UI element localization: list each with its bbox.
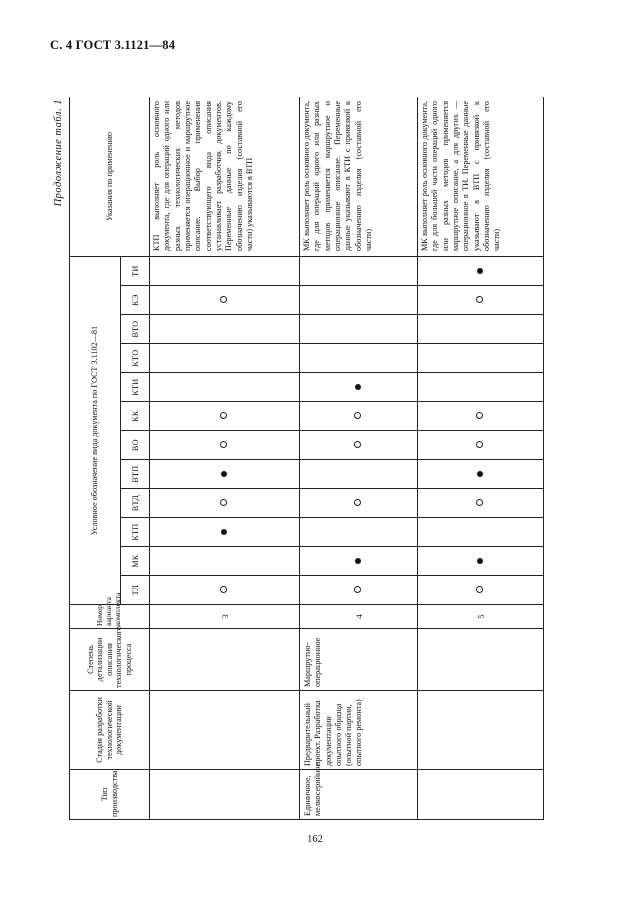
filled-dot-icon — [477, 558, 483, 564]
continuation-caption — [51, 97, 67, 820]
cell-instruction: МК выполняет роль основного документа, где для большей части операций одного или разных методов применяется маршрутное описание, а для других — операционное в ТИ. Переменные данные указывают в ВТП с привязкой к обозначению изделия (составной его части) — [418, 97, 544, 256]
mark-cell — [300, 256, 418, 285]
main-table — [69, 97, 544, 820]
continuation-caption-text: Продолжение табл. 1 — [53, 99, 64, 207]
mark-cell — [150, 344, 300, 373]
mark-cell — [150, 286, 300, 315]
cell-detail-level: Маршрутно-операционное — [300, 629, 418, 691]
mark-cell — [300, 489, 418, 518]
cell-production-type — [150, 770, 300, 820]
header-variant: Номер варианта комплекта — [70, 605, 150, 629]
rotated-table-area — [51, 97, 621, 820]
mark-cell — [150, 256, 300, 285]
hollow-circle-icon — [354, 500, 361, 507]
hollow-circle-icon — [220, 500, 227, 507]
mark-cell — [300, 373, 418, 402]
header-production-type: Тип производства — [70, 770, 150, 820]
cell-production-type — [418, 770, 544, 820]
code-ke: КЭ — [121, 286, 150, 315]
hollow-circle-icon — [220, 297, 227, 304]
page-header: С. 4 ГОСТ 3.1121—84 — [50, 38, 176, 52]
code-ti: ТИ — [121, 256, 150, 285]
mark-cell — [300, 315, 418, 344]
header-doc-type-group: Условное обозначение вида документа по ГОСТ 3.1102—81 — [70, 256, 121, 604]
mark-cell — [150, 315, 300, 344]
mark-cell — [150, 431, 300, 460]
cell-dev-stage: Предварительный проект. Разработка документации опытного образца (опытной партии, опытного ремонта) — [300, 691, 418, 770]
filled-dot-icon — [221, 471, 227, 477]
mark-cell — [150, 576, 300, 605]
hollow-circle-icon — [476, 297, 483, 304]
code-ktp: КТП — [121, 518, 150, 547]
cell-instruction: МК выполняет роль основного документа, где для операций одного или разных методов применяется маршрутное и операционное описание. Переменные данные указывают в КТИ с привязкой к обозначению изделия (составной его части) — [300, 97, 418, 256]
cell-variant: 3 — [150, 605, 300, 629]
code-kk: КК — [121, 402, 150, 431]
header-instructions: Указания по применению — [70, 97, 150, 256]
hollow-circle-icon — [476, 413, 483, 420]
mark-cell — [300, 431, 418, 460]
mark-cell — [300, 402, 418, 431]
code-mk: МК — [121, 547, 150, 576]
mark-cell — [300, 286, 418, 315]
mark-cell — [300, 460, 418, 489]
hollow-circle-icon — [220, 587, 227, 594]
mark-cell — [150, 547, 300, 576]
filled-dot-icon — [477, 471, 483, 477]
hollow-circle-icon — [476, 442, 483, 449]
mark-cell — [150, 402, 300, 431]
mark-cell — [418, 460, 544, 489]
code-tl: ТЛ — [121, 576, 150, 605]
filled-dot-icon — [355, 384, 361, 390]
cell-variant: 5 — [418, 605, 544, 629]
mark-cell — [150, 373, 300, 402]
mark-cell — [418, 431, 544, 460]
hollow-circle-icon — [354, 587, 361, 594]
cell-instruction: КТП выполняет роль основного документа, где для операций одного или разных технологических методов применяется операционное и маршрутное описание. Выбор применения соответствующего вида описания устанавливает разработчик документов. Переменные данные по каждому обозначению изделия (составной его части) указываются в ВТП — [150, 97, 300, 256]
mark-cell — [418, 576, 544, 605]
mark-cell — [300, 344, 418, 373]
code-vto: ВТО — [121, 315, 150, 344]
cell-dev-stage — [150, 691, 300, 770]
hollow-circle-icon — [354, 413, 361, 420]
mark-cell — [418, 344, 544, 373]
header-dev-stage: Стадия разработки технологической документации — [70, 691, 150, 770]
mark-cell — [300, 518, 418, 547]
mark-cell — [418, 373, 544, 402]
mark-cell — [418, 547, 544, 576]
code-vo: ВО — [121, 431, 150, 460]
cell-production-type: Единичное, мелкосерийное — [300, 770, 418, 820]
header-row-1 — [70, 97, 121, 820]
code-vtp: ВТП — [121, 460, 150, 489]
mark-cell — [418, 256, 544, 285]
hollow-circle-icon — [354, 442, 361, 449]
hollow-circle-icon — [220, 413, 227, 420]
code-kti: КТИ — [121, 373, 150, 402]
cell-dev-stage — [418, 691, 544, 770]
mark-cell — [418, 518, 544, 547]
code-vtd: ВТД — [121, 489, 150, 518]
mark-cell — [150, 489, 300, 518]
header-detail-level: Степень детализации описания технологического процесса — [70, 629, 150, 691]
mark-cell — [418, 402, 544, 431]
hollow-circle-icon — [476, 587, 483, 594]
page-number: 162 — [307, 834, 323, 845]
filled-dot-icon — [477, 268, 483, 274]
filled-dot-icon — [221, 529, 227, 535]
hollow-circle-icon — [220, 442, 227, 449]
cell-detail-level — [150, 629, 300, 691]
mark-cell — [150, 518, 300, 547]
code-kto: КТО — [121, 344, 150, 373]
table-row — [150, 97, 300, 820]
rotated-content — [51, 97, 621, 820]
mark-cell — [150, 460, 300, 489]
filled-dot-icon — [355, 558, 361, 564]
mark-cell — [300, 547, 418, 576]
mark-cell — [418, 489, 544, 518]
table-row — [418, 97, 544, 820]
mark-cell — [300, 576, 418, 605]
cell-variant: 4 — [300, 605, 418, 629]
table-row — [300, 97, 418, 820]
cell-detail-level — [418, 629, 544, 691]
mark-cell — [418, 286, 544, 315]
mark-cell — [418, 315, 544, 344]
hollow-circle-icon — [476, 500, 483, 507]
